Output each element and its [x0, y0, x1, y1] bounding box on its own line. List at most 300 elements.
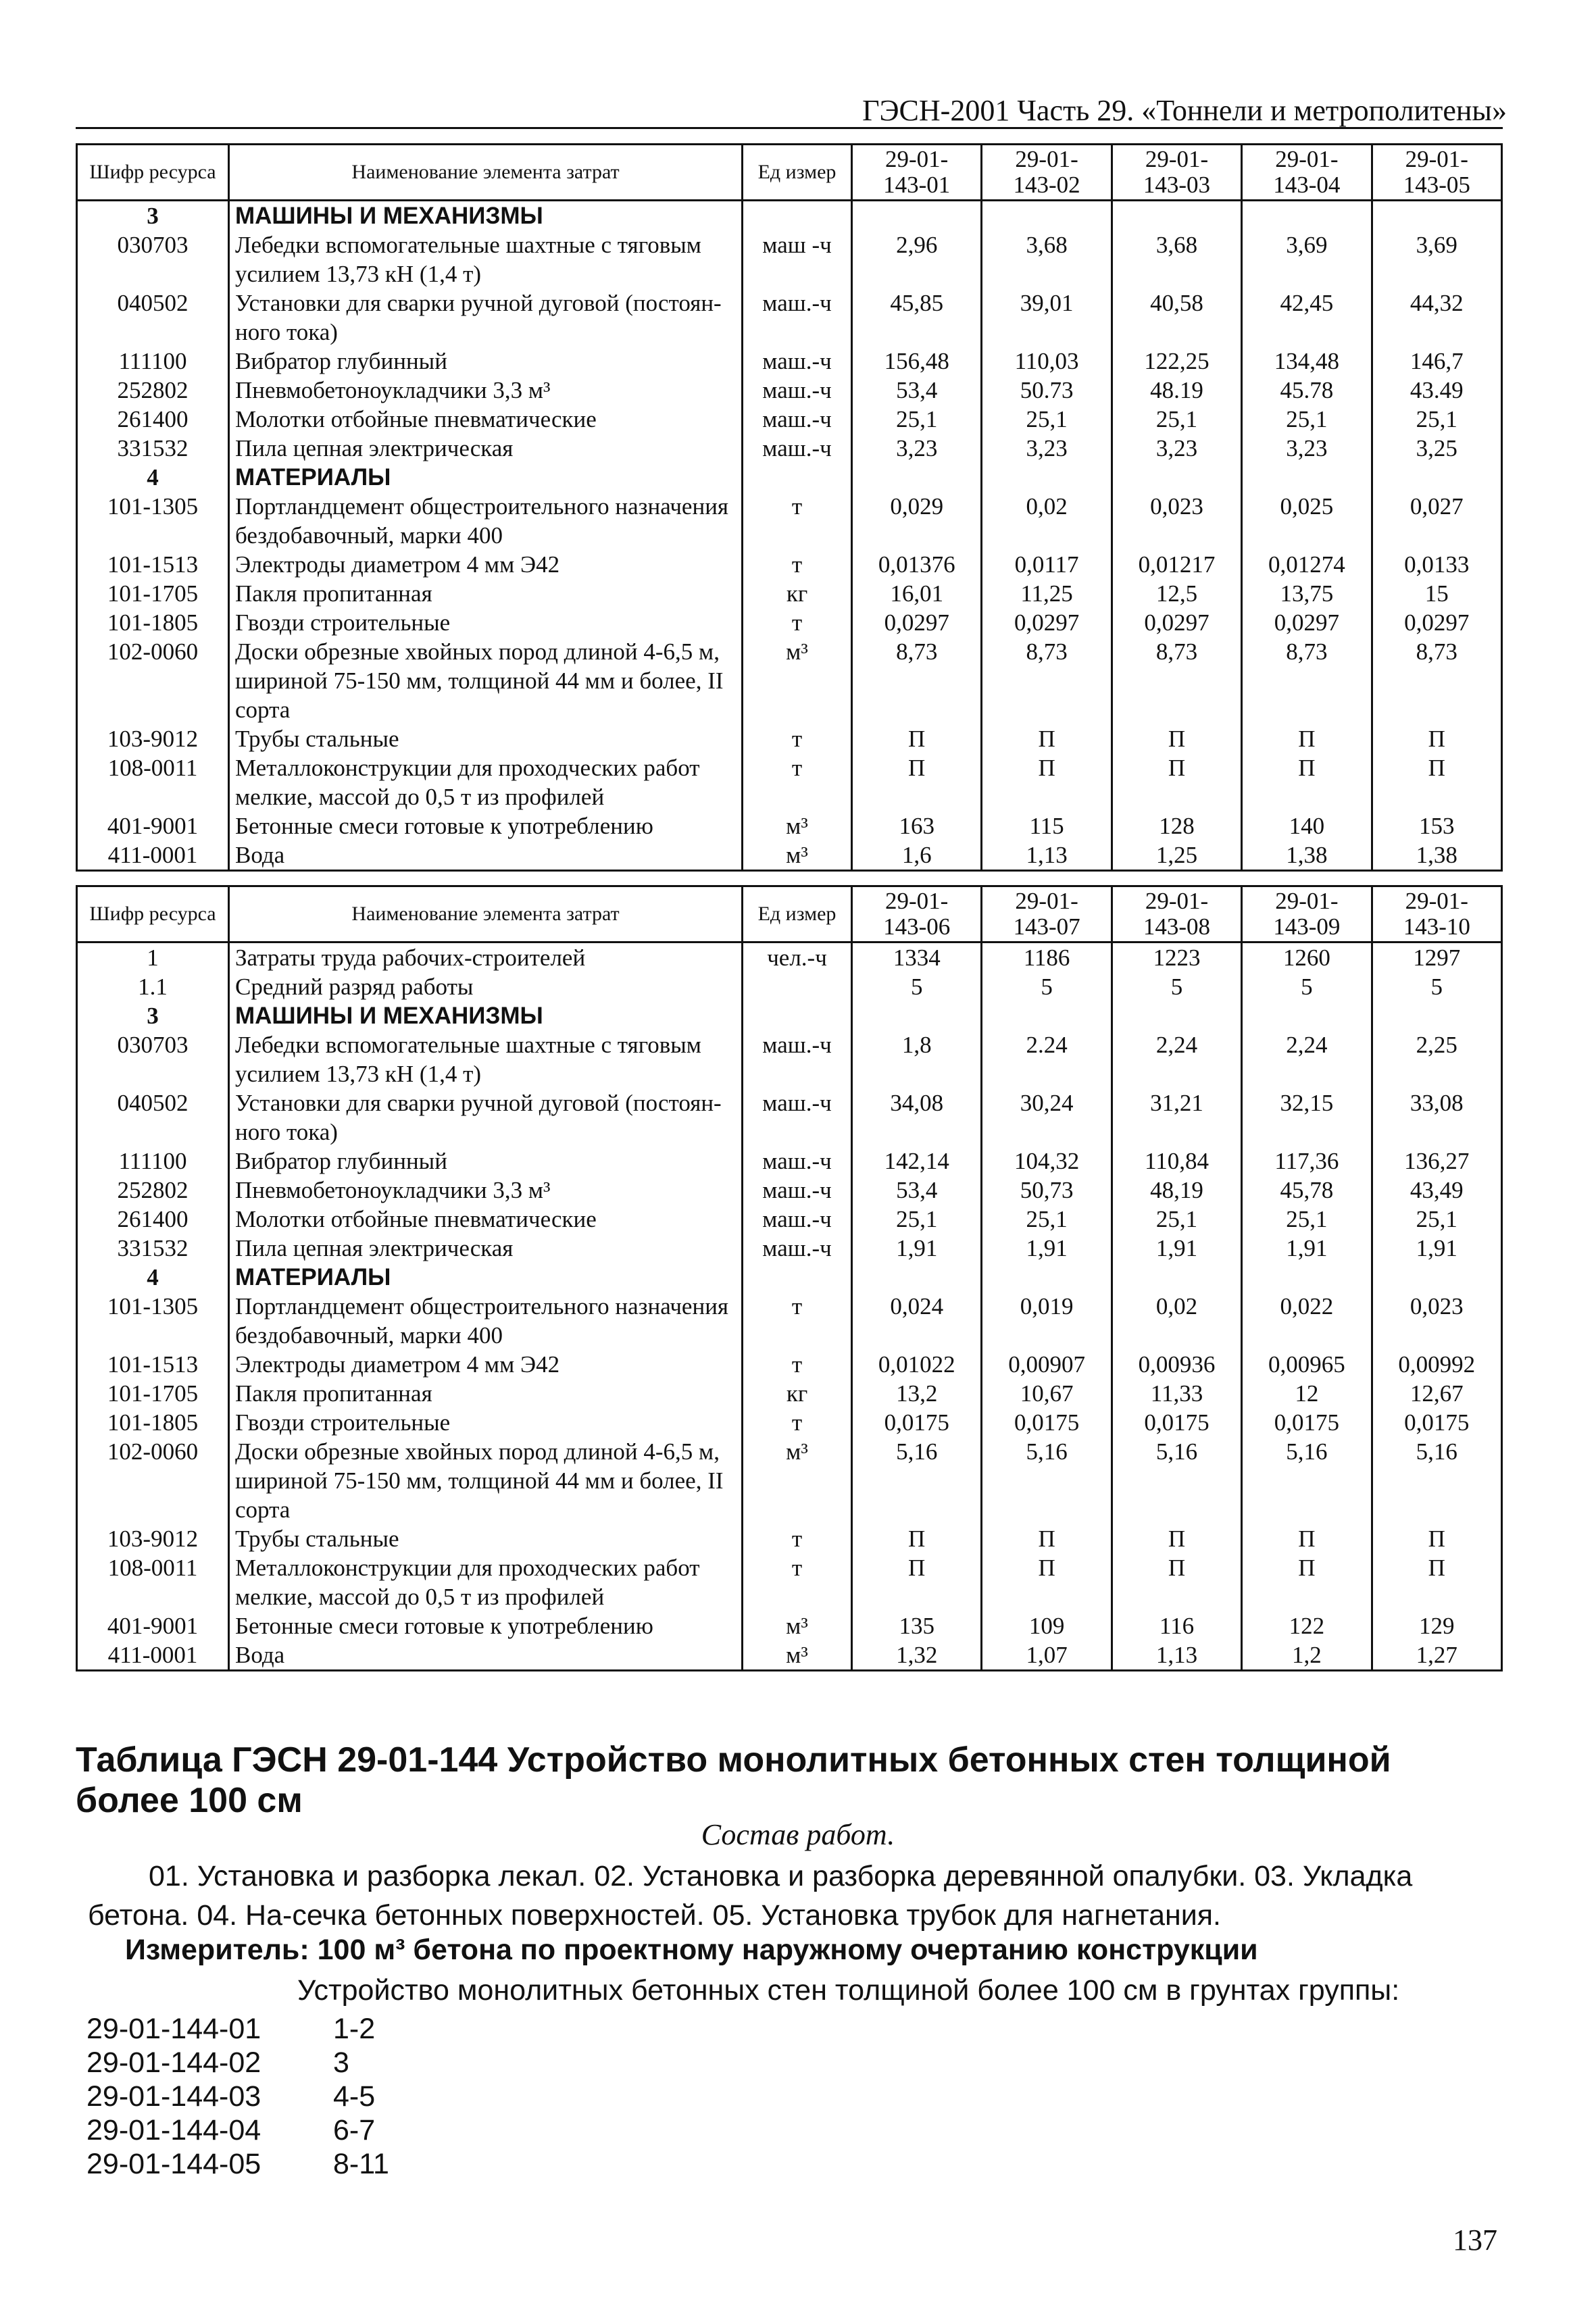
unit: м³ — [743, 811, 852, 840]
norm-value: 25,1 — [1112, 405, 1241, 434]
unit: маш.-ч — [743, 1147, 852, 1176]
norm-value: 1,38 — [1372, 840, 1501, 871]
norm-value: 109 — [982, 1611, 1112, 1640]
norm-value: 45.78 — [1242, 376, 1372, 405]
norm-value: 1,38 — [1242, 840, 1372, 871]
norm-value — [1112, 1263, 1241, 1292]
soil-group: 8-11 — [333, 2148, 389, 2180]
table-row — [77, 1234, 1502, 1263]
table-row — [77, 637, 1502, 724]
norm-value: 3,69 — [1372, 230, 1501, 288]
norm-value: 25,1 — [1372, 405, 1501, 434]
norm-value: 16,01 — [852, 579, 982, 608]
unit: маш.-ч — [743, 376, 852, 405]
resource-name: Пневмобетоноукладчики 3,3 м³ — [229, 376, 743, 405]
norm-value: 25,1 — [852, 405, 982, 434]
norm-value — [1372, 201, 1501, 231]
resource-code: 030703 — [77, 1030, 229, 1088]
norm-value: 1,13 — [982, 840, 1112, 871]
norm-value: 153 — [1372, 811, 1501, 840]
norm-value: 11,25 — [982, 579, 1112, 608]
section-row — [77, 1263, 1502, 1292]
resource-code: 331532 — [77, 1234, 229, 1263]
norm-value: 3,23 — [982, 434, 1112, 463]
table-row — [77, 550, 1502, 579]
norm-value: 48.19 — [1112, 376, 1241, 405]
col-header-norm: 29-01- 143-04 — [1242, 145, 1372, 201]
norm-value: 0,023 — [1372, 1292, 1501, 1350]
resource-name: Лебедки вспомогательные шахтные с тяговым усилием 13,73 кН (1,4 т) — [229, 1030, 743, 1088]
table-row — [77, 1408, 1502, 1437]
resource-code: 261400 — [77, 405, 229, 434]
resource-name: МАШИНЫ И МЕХАНИЗМЫ — [229, 201, 743, 231]
norm-value: 5,16 — [1112, 1437, 1241, 1524]
resource-code: 101-1805 — [77, 608, 229, 637]
norm-value: 8,73 — [852, 637, 982, 724]
resource-code: 252802 — [77, 376, 229, 405]
norm-value: 0,0175 — [1112, 1408, 1241, 1437]
col-header-norm: 29-01- 143-06 — [852, 886, 982, 942]
section-row — [77, 1001, 1502, 1030]
norm-value — [982, 201, 1112, 231]
unit: кг — [743, 579, 852, 608]
resource-code: 111100 — [77, 347, 229, 376]
norm-value: 136,27 — [1372, 1147, 1501, 1176]
norm-value: 1,25 — [1112, 840, 1241, 871]
resource-name: Вода — [229, 1640, 743, 1671]
resource-code: 040502 — [77, 1088, 229, 1147]
norm-value: 11,33 — [1112, 1379, 1241, 1408]
table-title: Таблица ГЭСН 29-01-144 Устройство монолитных бетонных стен толщиной более 100 см — [76, 1740, 1391, 1820]
resource-name: Пила цепная электрическая — [229, 434, 743, 463]
norm-value — [1112, 201, 1241, 231]
norm-value: 5 — [1372, 972, 1501, 1001]
resource-code: 102-0060 — [77, 637, 229, 724]
norm-value: 32,15 — [1242, 1088, 1372, 1147]
norm-value — [852, 463, 982, 492]
resource-code: 102-0060 — [77, 1437, 229, 1524]
norm-value — [982, 1001, 1112, 1030]
norm-value — [1242, 1263, 1372, 1292]
table-row — [77, 1205, 1502, 1234]
norm-value: 0,022 — [1242, 1292, 1372, 1350]
norm-value: П — [1372, 1553, 1501, 1611]
table-row — [77, 840, 1502, 871]
resource-name: Установки для сварки ручной дуговой (постоян-ного тока) — [229, 1088, 743, 1147]
norm-value — [852, 201, 982, 231]
norm-value: 0,01376 — [852, 550, 982, 579]
norm-code: 29-01-144-04 — [86, 2114, 261, 2146]
norm-value — [1112, 1001, 1241, 1030]
resource-code: 261400 — [77, 1205, 229, 1234]
unit: т — [743, 492, 852, 550]
norm-value: 110,03 — [982, 347, 1112, 376]
col-header-unit: Ед измер — [743, 886, 852, 942]
resource-code: 1 — [77, 942, 229, 973]
col-header-name: Наименование элемента затрат — [229, 886, 743, 942]
resource-code: 108-0011 — [77, 1553, 229, 1611]
table-row — [77, 1030, 1502, 1088]
norm-value: 0,00965 — [1242, 1350, 1372, 1379]
resource-code: 101-1305 — [77, 492, 229, 550]
norm-value — [852, 1001, 982, 1030]
norm-value: 0,0297 — [852, 608, 982, 637]
col-header-name: Наименование элемента затрат — [229, 145, 743, 201]
table-row — [77, 1147, 1502, 1176]
norm-code: 29-01-144-03 — [86, 2080, 261, 2113]
norm-value: 12,67 — [1372, 1379, 1501, 1408]
table-row — [77, 608, 1502, 637]
table-row — [77, 1524, 1502, 1553]
norm-value: 15 — [1372, 579, 1501, 608]
unit — [743, 201, 852, 231]
norm-value: 5 — [852, 972, 982, 1001]
table-row — [77, 753, 1502, 811]
resource-code: 040502 — [77, 288, 229, 347]
norm-value: 140 — [1242, 811, 1372, 840]
resource-name: МАШИНЫ И МЕХАНИЗМЫ — [229, 1001, 743, 1030]
norm-value: 117,36 — [1242, 1147, 1372, 1176]
norm-value: 0,023 — [1112, 492, 1241, 550]
col-header-norm: 29-01- 143-10 — [1372, 886, 1501, 942]
norm-value: 30,24 — [982, 1088, 1112, 1147]
norm-value: 0,0175 — [852, 1408, 982, 1437]
norm-value: 142,14 — [852, 1147, 982, 1176]
resource-code: 4 — [77, 1263, 229, 1292]
table-row — [77, 1640, 1502, 1671]
unit: маш.-ч — [743, 1205, 852, 1234]
unit: м³ — [743, 840, 852, 871]
norm-value: П — [1372, 724, 1501, 753]
norm-value: 0,0133 — [1372, 550, 1501, 579]
resource-code: 401-9001 — [77, 811, 229, 840]
col-header-norm: 29-01- 143-05 — [1372, 145, 1501, 201]
resource-name: Пила цепная электрическая — [229, 1234, 743, 1263]
norm-value: 1223 — [1112, 942, 1241, 973]
norm-value: 0,01274 — [1242, 550, 1372, 579]
norm-value: 3,23 — [1112, 434, 1241, 463]
resource-name: Бетонные смеси готовые к употреблению — [229, 1611, 743, 1640]
resource-name: МАТЕРИАЛЫ — [229, 463, 743, 492]
col-header-norm: 29-01- 143-01 — [852, 145, 982, 201]
norm-value: 0,0175 — [982, 1408, 1112, 1437]
norm-value: 0,0297 — [1372, 608, 1501, 637]
norm-value — [1372, 463, 1501, 492]
resource-code: 252802 — [77, 1176, 229, 1205]
resource-name: Лебедки вспомогательные шахтные с тяговым усилием 13,73 кН (1,4 т) — [229, 230, 743, 288]
unit: маш.-ч — [743, 1088, 852, 1147]
table-row — [77, 579, 1502, 608]
resource-code: 101-1705 — [77, 579, 229, 608]
resource-name: Бетонные смеси готовые к употреблению — [229, 811, 743, 840]
resource-name: Средний разряд работы — [229, 972, 743, 1001]
norm-value: П — [1372, 1524, 1501, 1553]
norm-value — [1372, 1263, 1501, 1292]
unit: маш.-ч — [743, 288, 852, 347]
norm-value: П — [1242, 1553, 1372, 1611]
norm-value: 0,0297 — [982, 608, 1112, 637]
norm-value — [852, 1263, 982, 1292]
norm-value: 0,019 — [982, 1292, 1112, 1350]
table-row — [77, 1437, 1502, 1524]
section-row — [77, 201, 1502, 231]
col-header-unit: Ед измер — [743, 145, 852, 201]
norm-value: 50.73 — [982, 376, 1112, 405]
resource-name: Пневмобетоноукладчики 3,3 м³ — [229, 1176, 743, 1205]
norm-value: 44,32 — [1372, 288, 1501, 347]
col-header-norm: 29-01- 143-09 — [1242, 886, 1372, 942]
norm-value: 34,08 — [852, 1088, 982, 1147]
table-row — [77, 405, 1502, 434]
resource-name: Вибратор глубинный — [229, 1147, 743, 1176]
norm-value: 1,13 — [1112, 1640, 1241, 1671]
norm-value: П — [1372, 753, 1501, 811]
norm-value: 128 — [1112, 811, 1241, 840]
unit: т — [743, 550, 852, 579]
norm-value: П — [852, 1553, 982, 1611]
norm-value: 12 — [1242, 1379, 1372, 1408]
resource-name: Вибратор глубинный — [229, 347, 743, 376]
norm-value: 1334 — [852, 942, 982, 973]
norm-value: 1,27 — [1372, 1640, 1501, 1671]
norm-value: 135 — [852, 1611, 982, 1640]
norm-value: 2,96 — [852, 230, 982, 288]
norm-value: 0,029 — [852, 492, 982, 550]
unit: м³ — [743, 637, 852, 724]
meter-value: 100 м³ бетона по проектному наружному очертанию конструкции — [317, 1934, 1258, 1966]
norm-value: 1,6 — [852, 840, 982, 871]
norm-value: 45,78 — [1242, 1176, 1372, 1205]
resource-code: 108-0011 — [77, 753, 229, 811]
norm-value: 115 — [982, 811, 1112, 840]
table-row — [77, 942, 1502, 973]
unit: м³ — [743, 1640, 852, 1671]
norm-value: 12,5 — [1112, 579, 1241, 608]
norm-value: 0,01217 — [1112, 550, 1241, 579]
norm-value: 40,58 — [1112, 288, 1241, 347]
norm-value — [1242, 201, 1372, 231]
norm-value: П — [982, 724, 1112, 753]
resource-code: 401-9001 — [77, 1611, 229, 1640]
table-row — [77, 972, 1502, 1001]
works-label: Состав работ. — [701, 1818, 895, 1851]
col-header-norm: 29-01- 143-08 — [1112, 886, 1241, 942]
norm-value: 3,23 — [852, 434, 982, 463]
norm-value: П — [1242, 753, 1372, 811]
resource-name: Доски обрезные хвойных пород длиной 4-6,5 м, шириной 75-150 мм, толщиной 44 мм и более, II сорта — [229, 1437, 743, 1524]
norm-value: 2,25 — [1372, 1030, 1501, 1088]
norm-value: 53,4 — [852, 1176, 982, 1205]
unit: м³ — [743, 1437, 852, 1524]
norm-value: П — [852, 724, 982, 753]
norm-value: П — [1112, 724, 1241, 753]
norm-value: 3,23 — [1242, 434, 1372, 463]
page-number: 137 — [1453, 2223, 1497, 2257]
norm-value: 3,25 — [1372, 434, 1501, 463]
norm-value: 1,91 — [1242, 1234, 1372, 1263]
norm-value: 1,2 — [1242, 1640, 1372, 1671]
norm-value: 48,19 — [1112, 1176, 1241, 1205]
col-header-norm: 29-01- 143-07 — [982, 886, 1112, 942]
resource-name: Металлоконструкции для проходческих работ мелкие, массой до 0,5 т из профилей — [229, 753, 743, 811]
norm-value: 1,91 — [982, 1234, 1112, 1263]
norm-value: П — [1242, 1524, 1372, 1553]
table-row — [77, 811, 1502, 840]
norm-value: 8,73 — [1112, 637, 1241, 724]
soil-group: 1-2 — [333, 2013, 376, 2045]
resource-name: МАТЕРИАЛЫ — [229, 1263, 743, 1292]
unit: маш.-ч — [743, 1176, 852, 1205]
norm-value: 0,01022 — [852, 1350, 982, 1379]
resource-table-143-06-10 — [76, 885, 1503, 1671]
norm-value: 104,32 — [982, 1147, 1112, 1176]
table-row — [77, 230, 1502, 288]
table-body — [77, 201, 1502, 871]
resource-name: Электроды диаметром 4 мм Э42 — [229, 550, 743, 579]
running-header: ГЭСН-2001 Часть 29. «Тоннели и метрополитены» — [862, 94, 1507, 127]
resource-code: 101-1705 — [77, 1379, 229, 1408]
table-row — [77, 1611, 1502, 1640]
norm-value: 1,91 — [852, 1234, 982, 1263]
norm-value: П — [1242, 724, 1372, 753]
norm-value: 43,49 — [1372, 1176, 1501, 1205]
resource-name: Доски обрезные хвойных пород длиной 4-6,5 м, шириной 75-150 мм, толщиной 44 мм и более, II сорта — [229, 637, 743, 724]
norm-value: 1,8 — [852, 1030, 982, 1088]
section-row — [77, 463, 1502, 492]
unit: т — [743, 753, 852, 811]
norm-value: 5,16 — [852, 1437, 982, 1524]
norm-value: 25,1 — [1242, 1205, 1372, 1234]
norm-value: 2,24 — [1112, 1030, 1241, 1088]
resource-name: Гвозди строительные — [229, 1408, 743, 1437]
meter-line — [125, 1934, 1258, 1967]
meter-subtitle: Устройство монолитных бетонных стен толщиной более 100 см в грунтах группы: — [297, 1974, 1400, 2007]
norm-value: П — [1112, 753, 1241, 811]
norm-value: 0,0297 — [1242, 608, 1372, 637]
norm-value: 13,2 — [852, 1379, 982, 1408]
norm-value: 25,1 — [1372, 1205, 1501, 1234]
norm-value: 1,32 — [852, 1640, 982, 1671]
norm-value: 31,21 — [1112, 1088, 1241, 1147]
norm-code: 29-01-144-01 — [86, 2013, 261, 2045]
resource-name: Вода — [229, 840, 743, 871]
unit: маш.-ч — [743, 347, 852, 376]
resource-code: 030703 — [77, 230, 229, 288]
norm-value: 33,08 — [1372, 1088, 1501, 1147]
norm-value: 1297 — [1372, 942, 1501, 973]
norm-value: 25,1 — [852, 1205, 982, 1234]
unit: т — [743, 1292, 852, 1350]
unit: маш.-ч — [743, 405, 852, 434]
resource-code: 111100 — [77, 1147, 229, 1176]
resource-name: Гвозди строительные — [229, 608, 743, 637]
table-row — [77, 376, 1502, 405]
norm-value: 45,85 — [852, 288, 982, 347]
norm-value: 129 — [1372, 1611, 1501, 1640]
resource-name: Молотки отбойные пневматические — [229, 405, 743, 434]
resource-name: Электроды диаметром 4 мм Э42 — [229, 1350, 743, 1379]
resource-code: 101-1513 — [77, 550, 229, 579]
list-item — [86, 2012, 389, 2046]
norm-value: 8,73 — [982, 637, 1112, 724]
norm-code: 29-01-144-02 — [86, 2046, 261, 2079]
norm-value: 0,00936 — [1112, 1350, 1241, 1379]
unit — [743, 1001, 852, 1030]
table-row — [77, 1553, 1502, 1611]
unit: т — [743, 1350, 852, 1379]
norm-value: 5,16 — [1372, 1437, 1501, 1524]
resource-name: Молотки отбойные пневматические — [229, 1205, 743, 1234]
unit: маш -ч — [743, 230, 852, 288]
norm-value: 0,0175 — [1372, 1408, 1501, 1437]
norm-value: 156,48 — [852, 347, 982, 376]
table-row — [77, 347, 1502, 376]
norm-value: 5,16 — [1242, 1437, 1372, 1524]
resource-code: 101-1805 — [77, 1408, 229, 1437]
table-row — [77, 492, 1502, 550]
norm-value: 3,68 — [1112, 230, 1241, 288]
unit: кг — [743, 1379, 852, 1408]
resource-code: 3 — [77, 1001, 229, 1030]
norm-code: 29-01-144-05 — [86, 2148, 261, 2180]
unit: т — [743, 724, 852, 753]
norm-value — [982, 463, 1112, 492]
norm-value: 25,1 — [1242, 405, 1372, 434]
norm-value: П — [982, 1524, 1112, 1553]
norm-value: 2.24 — [982, 1030, 1112, 1088]
resource-code: 3 — [77, 201, 229, 231]
norm-value: П — [852, 753, 982, 811]
norm-value: 25,1 — [1112, 1205, 1241, 1234]
norm-value: 1,91 — [1112, 1234, 1241, 1263]
norm-value: 0,02 — [1112, 1292, 1241, 1350]
resource-name: Пакля пропитанная — [229, 1379, 743, 1408]
norm-value — [1242, 1001, 1372, 1030]
resource-code: 101-1513 — [77, 1350, 229, 1379]
norm-value: 3,69 — [1242, 230, 1372, 288]
unit — [743, 1263, 852, 1292]
table-body — [77, 942, 1502, 1671]
unit: маш.-ч — [743, 434, 852, 463]
list-item — [86, 2147, 389, 2181]
norm-value: 43.49 — [1372, 376, 1501, 405]
unit: маш.-ч — [743, 1030, 852, 1088]
norm-value: 5,16 — [982, 1437, 1112, 1524]
unit: т — [743, 608, 852, 637]
resource-code: 411-0001 — [77, 1640, 229, 1671]
soil-group: 4-5 — [333, 2080, 376, 2113]
norm-value: 10,67 — [982, 1379, 1112, 1408]
norm-value: 8,73 — [1372, 637, 1501, 724]
resource-name: Трубы стальные — [229, 1524, 743, 1553]
table-row — [77, 288, 1502, 347]
norm-value: 0,0117 — [982, 550, 1112, 579]
norm-value: 13,75 — [1242, 579, 1372, 608]
soil-group: 3 — [333, 2046, 349, 2079]
resource-name: Металлоконструкции для проходческих работ мелкие, массой до 0,5 т из профилей — [229, 1553, 743, 1611]
norm-value: П — [852, 1524, 982, 1553]
unit: маш.-ч — [743, 1234, 852, 1263]
resource-code: 331532 — [77, 434, 229, 463]
norm-value: 0,024 — [852, 1292, 982, 1350]
norm-value: 2,24 — [1242, 1030, 1372, 1088]
norm-value: 3,68 — [982, 230, 1112, 288]
norm-value: 0,027 — [1372, 492, 1501, 550]
resource-name: Портландцемент общестроительного назначения бездобавочный, марки 400 — [229, 1292, 743, 1350]
meter-label: Измеритель: — [125, 1934, 309, 1966]
resource-name: Затраты труда рабочих-строителей — [229, 942, 743, 973]
norm-value — [1242, 463, 1372, 492]
